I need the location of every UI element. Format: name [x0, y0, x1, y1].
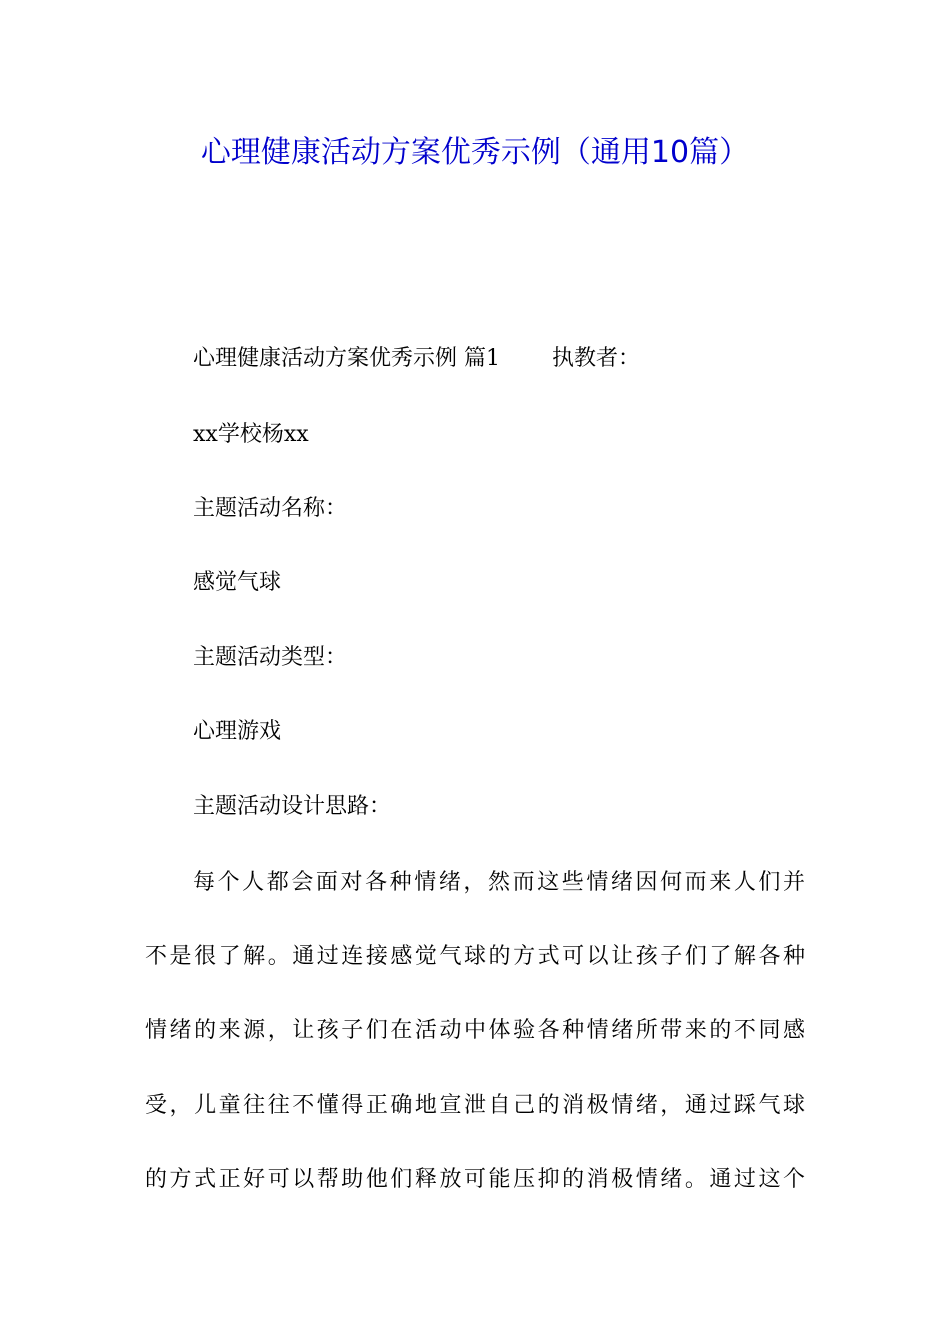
paragraph-line: 每个人都会面对各种情绪，然而这些情绪因何而来人们并: [193, 870, 805, 895]
document-title: 心理健康活动方案优秀示例（通用10篇）: [200, 135, 750, 170]
paragraph-line: 不是很了解。通过连接感觉气球的方式可以让孩子们了解各种: [145, 944, 805, 969]
teacher-name: xx学校杨xx: [193, 422, 309, 447]
activity-type: 心理游戏: [193, 719, 282, 744]
section-heading: 心理健康活动方案优秀示例 篇1: [193, 346, 500, 371]
section-heading-line: [193, 344, 640, 374]
activity-name: 感觉气球: [193, 570, 282, 595]
paragraph-line: 的方式正好可以帮助他们释放可能压抑的消极情绪。通过这个: [145, 1167, 805, 1192]
teacher-label: 执教者：: [552, 346, 641, 371]
design-label: 主题活动设计思路：: [193, 794, 392, 819]
activity-type-label: 主题活动类型：: [193, 645, 348, 670]
activity-name-label: 主题活动名称：: [193, 496, 348, 521]
paragraph-line: 情绪的来源，让孩子们在活动中体验各种情绪所带来的不同感: [145, 1018, 805, 1043]
paragraph-line: 受，儿童往往不懂得正确地宣泄自己的消极情绪，通过踩气球: [145, 1093, 805, 1118]
